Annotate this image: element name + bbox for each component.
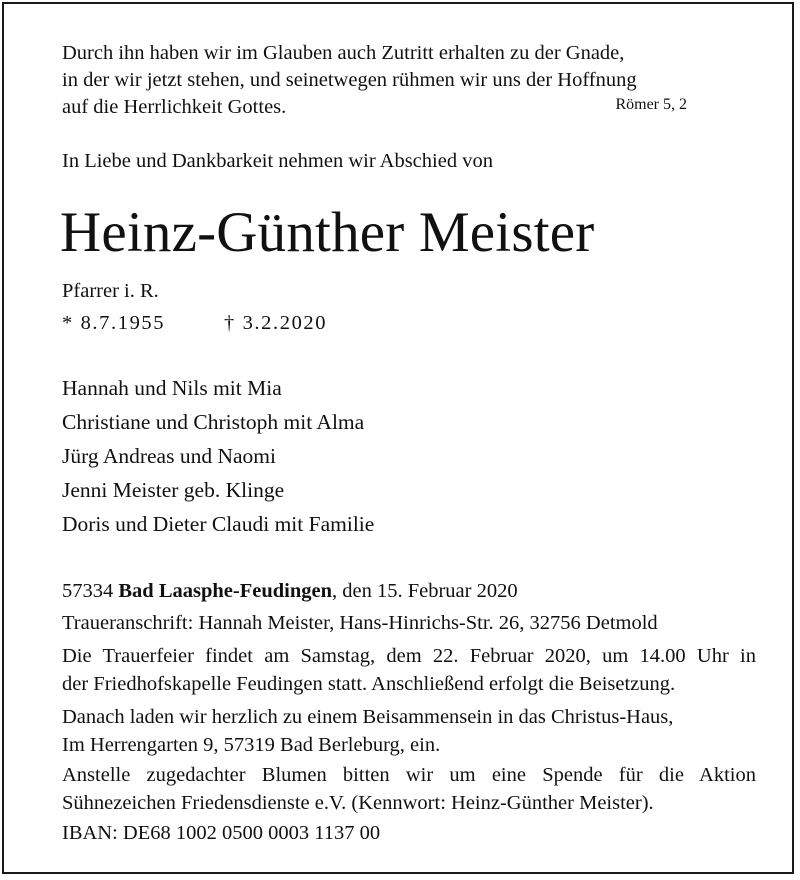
ceremony-line-1: Die Trauerfeier findet am Samstag, dem 22. Februar 2020, um 14.00 Uhr in bbox=[62, 645, 756, 667]
deceased-name: Heinz-Günther Meister bbox=[60, 201, 595, 264]
death-date: † 3.2.2020 bbox=[224, 312, 328, 334]
verse-line-3: auf die Herrlichkeit Gottes. bbox=[62, 96, 287, 118]
verse-line-1: Durch ihn haben wir im Glauben auch Zutritt erhalten zu der Gnade, bbox=[62, 42, 625, 64]
mourner-1: Hannah und Nils mit Mia bbox=[62, 376, 282, 400]
notice-date: , den 15. Februar 2020 bbox=[331, 580, 518, 602]
mourner-2: Christiane und Christoph mit Alma bbox=[62, 410, 365, 434]
farewell-intro: In Liebe und Dankbarkeit nehmen wir Abschied von bbox=[62, 150, 493, 172]
postcode: 57334 bbox=[62, 580, 114, 602]
iban: IBAN: DE68 1002 0500 0003 1137 00 bbox=[62, 822, 381, 844]
life-dates bbox=[62, 312, 462, 340]
verse-reference: Römer 5, 2 bbox=[615, 96, 687, 113]
gathering-line-2: Im Herrengarten 9, 57319 Bad Berleburg, ein. bbox=[62, 734, 441, 756]
mourning-address: Traueranschrift: Hannah Meister, Hans-Hinrichs-Str. 26, 32756 Detmold bbox=[62, 612, 658, 634]
gathering-line-1: Danach laden wir herzlich zu einem Beisammensein in das Christus-Haus, bbox=[62, 706, 674, 728]
verse-line-2: in der wir jetzt stehen, und seinetwegen rühmen wir uns der Hoffnung bbox=[62, 69, 637, 91]
mourner-3: Jürg Andreas und Naomi bbox=[62, 444, 276, 468]
deceased-title: Pfarrer i. R. bbox=[62, 280, 159, 302]
birth-date: * 8.7.1955 bbox=[62, 312, 166, 334]
ceremony-line-2: der Friedhofskapelle Feudingen statt. Anschließend erfolgt die Beisetzung. bbox=[62, 673, 676, 695]
place-name: Bad Laasphe-Feudingen bbox=[118, 580, 332, 602]
mourner-4: Jenni Meister geb. Klinge bbox=[62, 478, 285, 502]
donation-line-1: Anstelle zugedachter Blumen bitten wir um eine Spende für die Aktion bbox=[62, 764, 756, 786]
mourner-5: Doris und Dieter Claudi mit Familie bbox=[62, 512, 375, 536]
place-date-line bbox=[62, 580, 756, 603]
donation-line-2: Sühnezeichen Friedensdienste e.V. (Kennwort: Heinz-Günther Meister). bbox=[62, 792, 654, 814]
